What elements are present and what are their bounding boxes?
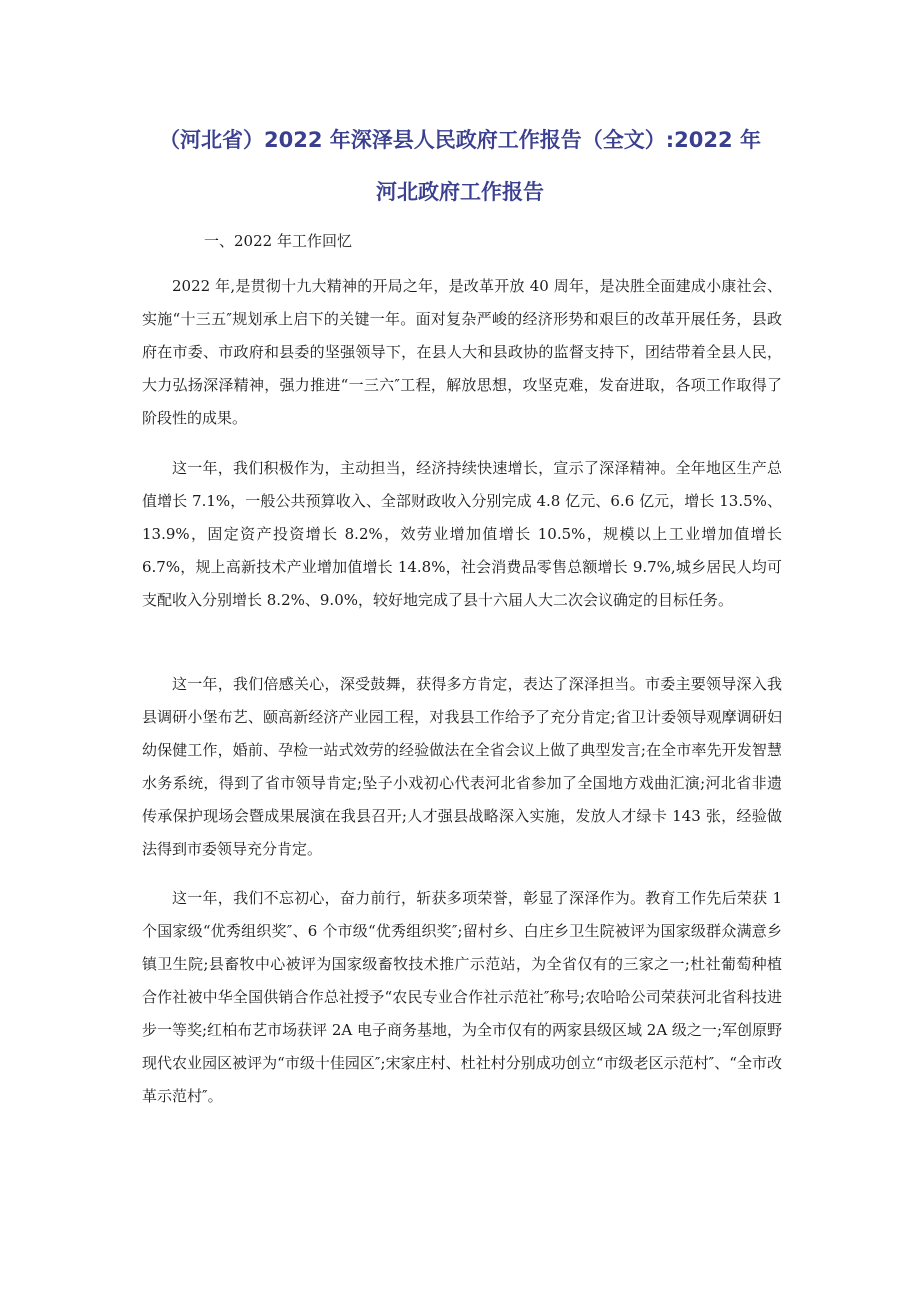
paragraph-2: 这一年，我们积极作为，主动担当，经济持续快速增长，宣示了深泽精神。全年地区生产总值增长 7.1%，一般公共预算收入、全部财政收入分别完成 4.8 亿元、6.6 亿元，增长 13.5%、13.9%，固定资产投资增长 8.2%，效劳业增加值增长 10.5%，规模以上工业增加值增长 6.7%，规上高新技术产业增加值增长 14.8%，社会消费品零售总额增长 9.7%,城乡居民人均可支配收入分别增长 8.2%、9.0%，较好地完成了县十六届人大二次会议确定的目标任务。	[142, 459, 782, 609]
paragraph-4: 这一年，我们不忘初心，奋力前行，斩获多项荣誉，彰显了深泽作为。教育工作先后荣获 1 个国家级“优秀组织奖″、6 个市级“优秀组织奖″;留村乡、白庄乡卫生院被评为国家级群众满意乡镇卫生院;县畜牧中心被评为国家级畜牧技术推广示范站，为全省仅有的三家之一;杜社葡萄种植合作社被中华全国供销合作总社授予“农民专业合作社示范社″称号;农哈哈公司荣获河北省科技进步一等奖;红柏布艺市场获评 2A 电子商务基地，为全市仅有的两家县级区域 2A 级之一;军创原野现代农业园区被评为“市级十佳园区″;宋家庄村、杜社村分别成功创立“市级老区示范村″、“全市改革示范村″。	[142, 889, 782, 1105]
title-line-1: （河北省）2022 年深泽县人民政府工作报告（全文）:2022 年	[159, 128, 761, 152]
title-line-2: 河北政府工作报告	[376, 180, 544, 204]
paragraph-1: 2022 年,是贯彻十九大精神的开局之年，是改革开放 40 周年，是决胜全面建成小康社会、实施“十三五″规划承上启下的关键一年。面对复杂严峻的经济形势和艰巨的改革开展任务，县政府在市委、市政府和县委的坚强领导下，在县人大和县政协的监督支持下，团结带着全县人民，大力弘扬深泽精神，强力推进“一三六″工程，解放思想，攻坚克难，发奋进取，各项工作取得了阶段性的成果。	[142, 277, 782, 427]
paragraph-3: 这一年，我们倍感关心，深受鼓舞，获得多方肯定，表达了深泽担当。市委主要领导深入我县调研小堡布艺、颐高新经济产业园工程，对我县工作给予了充分肯定;省卫计委领导观摩调研妇幼保健工作，婚前、孕检一站式效劳的经验做法在全省会议上做了典型发言;在全市率先开发智慧水务系统，得到了省市领导肯定;坠子小戏初心代表河北省参加了全国地方戏曲汇演;河北省非遗传承保护现场会暨成果展演在我县召开;人才强县战略深入实施，发放人才绿卡 143 张，经验做法得到市委领导充分肯定。	[142, 675, 782, 858]
section-heading: 一、2022 年工作回忆	[204, 232, 352, 250]
document-title	[120, 114, 800, 218]
